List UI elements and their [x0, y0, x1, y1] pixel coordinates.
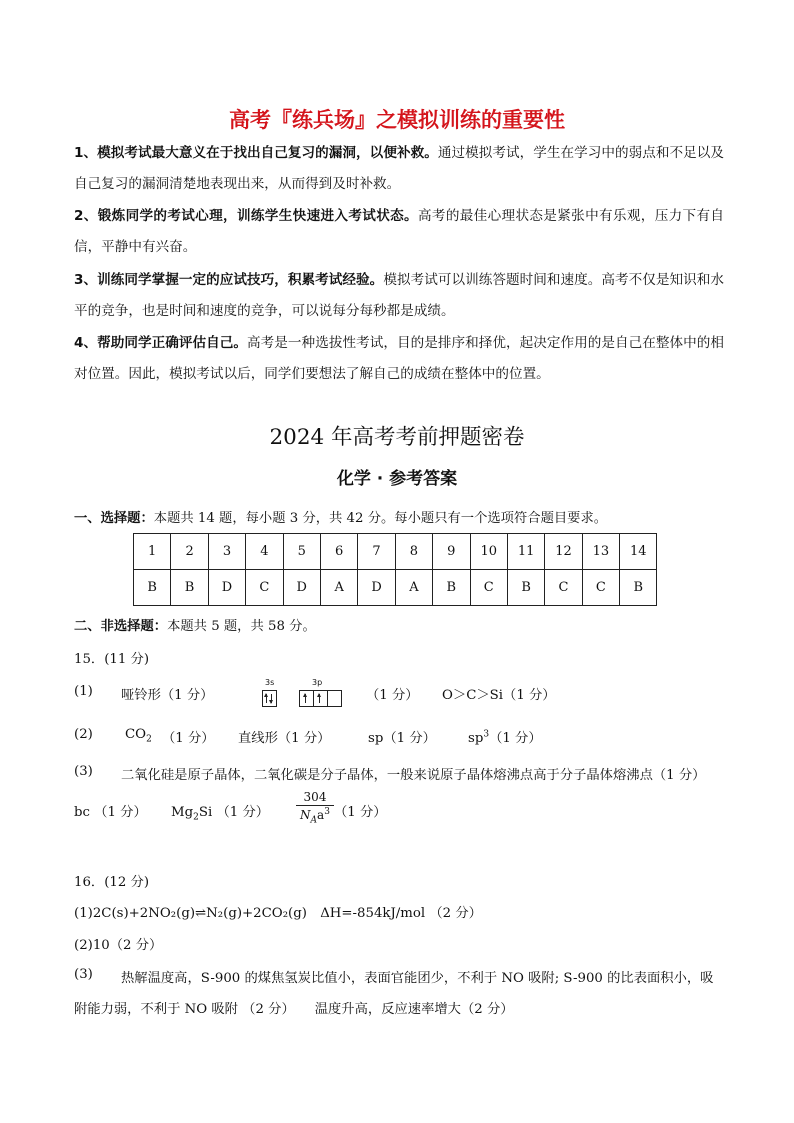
q15-p1-order: O＞C＞Si（1 分） — [442, 688, 556, 703]
q15-p1-num: (1) — [74, 684, 93, 699]
promo-item-2-text: 高考的最佳心理状态是紧张中有乐观，压力下有自信，平静中有兴奋。 — [74, 208, 724, 255]
orbital-3p-label: 3p — [312, 678, 323, 687]
promo-item-4-bold: 4、帮助同学正确评估自己。 — [74, 335, 248, 351]
section2-heading — [74, 615, 316, 634]
q15-p3-bc: bc （1 分） — [74, 805, 147, 820]
question-number: 4 — [246, 534, 283, 570]
answer-cell: B — [171, 570, 208, 606]
question-number: 2 — [171, 534, 208, 570]
spin-down-arrow-icon — [271, 694, 272, 703]
q16-p1: (1)2C(s)+2NO₂(g)⇌N₂(g)+2CO₂(g) ΔH=-854kJ/mol （2 分） — [74, 906, 482, 921]
q15-header: 15．(11 分) — [74, 652, 150, 667]
promo-item-1 — [74, 138, 724, 200]
answer-cell: A — [395, 570, 432, 606]
answer-table-number-row — [134, 534, 657, 570]
q16-p3-num: (3) — [74, 967, 93, 982]
promo-item-2-bold: 2、锻炼同学的考试心理，训练学生快速进入考试状态。 — [74, 208, 418, 224]
q15-p2-sp: sp（1 分） — [368, 731, 436, 746]
fraction-numerator: 304 — [296, 790, 334, 806]
orbital-cell — [314, 691, 328, 706]
answer-cell: C — [246, 570, 283, 606]
question-number: 1 — [134, 534, 171, 570]
q16-p3-line2: 附能力弱，不利于 NO 吸附 （2 分） 温度升高，反应速率增大（2 分） — [74, 1002, 514, 1017]
question-number: 13 — [582, 534, 619, 570]
promo-item-2 — [74, 201, 724, 263]
question-number: 3 — [208, 534, 245, 570]
q15-p1-answer: 哑铃形（1 分） — [121, 688, 214, 703]
promo-item-3-text: 模拟考试可以训练答题时间和速度。高考不仅是知识和水平的竞争，也是时间和速度的竞争，可以说每分每秒都是成绩。 — [74, 272, 725, 319]
promo-title: 高考『练兵场』之模拟训练的重要性 — [229, 108, 565, 132]
promo-item-3 — [74, 265, 724, 327]
q15-p3-mg2si: $Mg_2Si$ （1 分） — [171, 805, 270, 823]
q15-p3-frac-score: （1 分） — [334, 805, 387, 820]
spin-up-arrow-icon — [305, 694, 306, 703]
section1-label: 一、选择题： — [74, 511, 154, 526]
q15-p2-sp3: $sp^3(1$ 分） — [468, 729, 542, 746]
answer-table — [133, 533, 657, 606]
answer-cell: B — [433, 570, 470, 606]
promo-item-1-text: 通过模拟考试，学生在学习中的弱点和不足以及自己复习的漏洞清楚地表现出来，从而得到及时补救。 — [74, 145, 724, 192]
answer-cell: B — [134, 570, 171, 606]
promo-item-3-bold: 3、训练同学掌握一定的应试技巧，积累考试经验。 — [74, 272, 384, 288]
orbital-cell — [328, 691, 341, 706]
orbital-3s-box — [262, 690, 277, 707]
q15-p2-shape: 直线形（1 分） — [238, 731, 331, 746]
q15-p3-num: (3) — [74, 764, 93, 779]
answer-cell: B — [620, 570, 657, 606]
q16-p3-line1: 热解温度高，S-900 的煤焦氢炭比值小，表面官能团少，不利于 NO 吸附; S-900 的比表面积小，吸 — [121, 971, 714, 986]
exam-subtitle: 化学 · 参考答案 — [336, 469, 458, 489]
answer-cell: D — [283, 570, 320, 606]
spin-up-arrow-icon — [266, 694, 267, 703]
q16-p2: (2)10（2 分） — [74, 938, 163, 953]
answer-cell: D — [358, 570, 395, 606]
q16-header: 16．(12 分) — [74, 875, 150, 890]
spin-up-arrow-icon — [319, 694, 320, 703]
q15-p2-co2: $CO_2$ — [125, 727, 152, 745]
question-number: 8 — [395, 534, 432, 570]
promo-item-4-text: 高考是一种选拔性考试，目的是排序和择优，起决定作用的是自己在整体中的相对位置。因此，模拟考试以后，同学们要想法了解自己的成绩在整体中的位置。 — [74, 335, 725, 382]
answer-cell: D — [208, 570, 245, 606]
answer-cell: A — [320, 570, 357, 606]
orbital-cell — [300, 691, 314, 706]
answer-cell: C — [470, 570, 507, 606]
answer-table-answer-row — [134, 570, 657, 606]
orbital-3p-box — [299, 690, 342, 707]
promo-item-4 — [74, 328, 724, 390]
question-number: 5 — [283, 534, 320, 570]
orbital-3s-label: 3s — [265, 678, 275, 687]
section1-text: 本题共 14 题，每小题 3 分，共 42 分。每小题只有一个选项符合题目要求。 — [153, 511, 608, 526]
answer-cell: C — [545, 570, 582, 606]
question-number: 7 — [358, 534, 395, 570]
question-number: 11 — [507, 534, 544, 570]
answer-cell: B — [507, 570, 544, 606]
q15-p3-text: 二氧化硅是原子晶体，二氧化碳是分子晶体，一般来说原子晶体熔沸点高于分子晶体熔沸点（1 分） — [121, 768, 706, 783]
exam-title: 2024 年高考考前押题密卷 — [269, 425, 525, 450]
q15-p2-co2-score: （1 分） — [162, 731, 215, 746]
question-number: 9 — [433, 534, 470, 570]
question-number: 12 — [545, 534, 582, 570]
section2-text: 本题共 5 题，共 58 分。 — [167, 619, 316, 634]
question-number: 14 — [620, 534, 657, 570]
density-fraction — [296, 790, 334, 825]
answer-cell: C — [582, 570, 619, 606]
orbital-cell — [263, 691, 276, 706]
question-number: 10 — [470, 534, 507, 570]
fraction-denominator: $N_Aa^3$ — [300, 807, 330, 826]
promo-item-1-bold: 1、模拟考试最大意义在于找出自己复习的漏洞，以便补救。 — [74, 145, 438, 161]
section1-heading — [74, 507, 607, 526]
q15-p2-num: (2) — [74, 727, 93, 742]
q15-p1-score: （1 分） — [366, 688, 419, 703]
question-number: 6 — [320, 534, 357, 570]
section2-label: 二、非选择题： — [74, 619, 168, 634]
